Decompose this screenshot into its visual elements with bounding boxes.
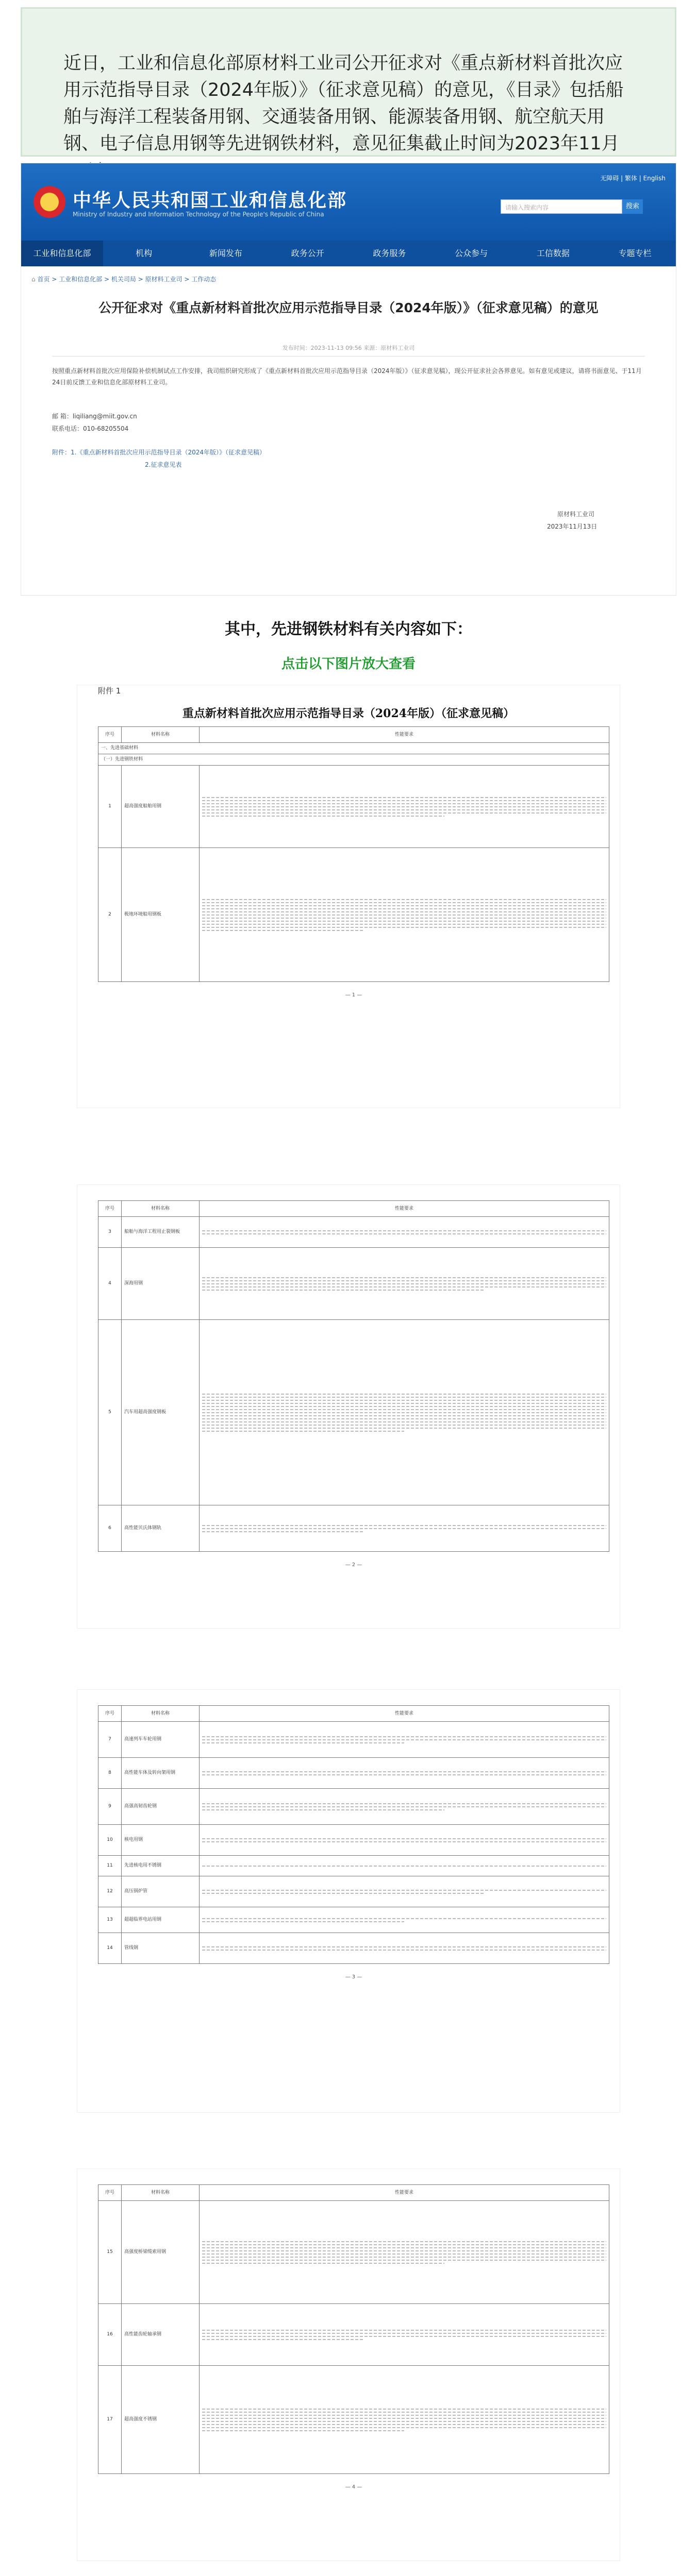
- page-number: — 4 —: [345, 2484, 362, 2490]
- article-sign: 原材料工业司: [557, 511, 595, 518]
- table-row: 17 超高强度不锈钢: [98, 2366, 609, 2474]
- table-row: 1 超高强度船舶用钢: [98, 766, 609, 848]
- divider: [52, 356, 645, 357]
- table-row: 15 高强度桥梁缆索用钢: [98, 2201, 609, 2304]
- table-row: 9 高强高韧齿轮钢: [98, 1789, 609, 1825]
- crumb-1[interactable]: 首页: [37, 276, 50, 283]
- table-row: 4 深海用钢: [98, 1248, 609, 1320]
- main-nav: [21, 241, 676, 266]
- spec-table-3: 序号 材料名称 性能要求 7 高速列车车轮用钢 8 高性能车体及转向架用钢 9 高强高韧齿轮钢 10 核电用钢 11 先进核电用不锈钢 12 高压锅炉管 13 超超临界电站用钢 14 管线钢: [98, 1705, 609, 1964]
- article-email: 邮 箱：liqiliang@miit.gov.cn: [52, 413, 137, 420]
- attachment-label: 附件 1: [98, 686, 121, 696]
- page-number: — 3 —: [345, 1974, 362, 1980]
- miit-page-screenshot: [21, 163, 676, 596]
- nav-item-service[interactable]: 政务服务: [373, 248, 406, 258]
- intro-text: 近日，工业和信息化部原材料工业司公开征求对《重点新材料首批次应用示范指导目录（2024年版）》（征求意见稿）的意见，《目录》包括船舶与海洋工程装备用钢、交通装备用钢、能源装备用钢、航空航天用钢、电子信息用钢等先进钢铁材料，意见征集截止时间为2023年11月: [63, 53, 624, 154]
- home-icon: ⌂: [31, 276, 38, 283]
- top-links[interactable]: 无障碍 | 繁体 | English: [600, 175, 666, 182]
- site-title: 中华人民共和国工业和信息化部: [73, 190, 347, 211]
- nav-item-public[interactable]: 公众参与: [455, 248, 488, 258]
- table-row: 14 管线钢: [98, 1933, 609, 1964]
- search-input[interactable]: 请输入搜索内容: [501, 199, 622, 214]
- article-body: 按照重点新材料首批次应用保险补偿机制试点工作安排，我司组织研究形成了《重点新材料首批次应用示范指导目录（2024年版）》（征求意见稿），现公开征求社会各界意见。如有意见或建议，请将书面意见、于11月24日前反馈工业和信息化部原材料工业司。: [52, 367, 642, 386]
- breadcrumb: ⌂ 首页 > 工业和信息化部 > 机关司局 > 原材料工业司 > 工作动态: [31, 276, 217, 283]
- table-row: 3 船舶与海洋工程用止裂钢板: [98, 1217, 609, 1248]
- article-meta: 发布时间：2023-11-13 09:56 来源：原材料工业司: [282, 345, 415, 351]
- nav-item-topics[interactable]: 专题专栏: [618, 248, 652, 258]
- table-row: 11 先进核电用不锈钢: [98, 1856, 609, 1876]
- doc-page-3: [77, 1690, 620, 2112]
- col-name: 材料名称: [122, 727, 200, 743]
- table-row: 12 高压锅炉管: [98, 1876, 609, 1907]
- table-row: 7 高速列车车轮用钢: [98, 1722, 609, 1758]
- nav-item-home[interactable]: 工业和信息化部: [21, 241, 103, 266]
- table-row: 13 超超临界电站用钢: [98, 1907, 609, 1933]
- doc-page-1: [77, 685, 620, 1108]
- crumb-2[interactable]: 工业和信息化部: [59, 276, 103, 283]
- subsection-row: （一）先进钢铁材料: [98, 754, 609, 766]
- doc-page-2: [77, 1185, 620, 1628]
- col-spec: 性能要求: [200, 727, 609, 743]
- nav-item-org[interactable]: 机构: [136, 248, 153, 258]
- article-phone: 联系电话：010-68205504: [52, 425, 129, 432]
- site-banner: [21, 163, 676, 241]
- nav-item-data[interactable]: 工信数据: [536, 248, 570, 258]
- spec-table-4: 序号 材料名称 性能要求 15 高强度桥梁缆索用钢 16 高性能齿轮轴承钢 17 超高强度不锈钢: [98, 2184, 609, 2474]
- crumb-4[interactable]: 原材料工业司: [145, 276, 182, 283]
- table-row: 16 高性能齿轮轴承钢: [98, 2304, 609, 2366]
- search-button[interactable]: 搜索: [622, 199, 643, 214]
- national-emblem-icon: [34, 186, 65, 218]
- nav-item-news[interactable]: 新闻发布: [209, 248, 242, 258]
- spec-table-1: [98, 726, 609, 982]
- attachment-link-2[interactable]: 2.征求意见表: [145, 461, 182, 468]
- page-number: — 1 —: [345, 992, 362, 998]
- doc-page-4: [77, 2169, 620, 2561]
- table-row: 5 汽车用超高强度钢板: [98, 1320, 609, 1505]
- crumb-3[interactable]: 机关司局: [111, 276, 136, 283]
- site-subtitle: Ministry of Industry and Information Technology of the People's Republic of China: [73, 211, 324, 218]
- spec-table-2: 序号 材料名称 性能要求 3 船舶与海洋工程用止裂钢板 4 深海用钢 5 汽车用超高强度钢板 6 高性能贝氏体钢轨: [98, 1200, 609, 1552]
- nav-item-open[interactable]: 政务公开: [291, 248, 324, 258]
- section-heading: 其中，先进钢铁材料有关内容如下：: [225, 620, 472, 638]
- table-row: 8 高性能车体及转向架用钢: [98, 1758, 609, 1789]
- col-no: 序号: [98, 727, 122, 743]
- section-row: 一、先进基础材料: [98, 743, 609, 754]
- intro-box: [21, 7, 676, 157]
- article-title: 公开征求对《重点新材料首批次应用示范指导目录（2024年版）》（征求意见稿）的意见: [98, 300, 599, 315]
- table-row: 10 核电用钢: [98, 1825, 609, 1856]
- table-row: 6 高性能贝氏体钢轨: [98, 1505, 609, 1552]
- table-row: 2 极地环境船用钢板: [98, 848, 609, 982]
- click-hint: 点击以下图片放大查看: [281, 656, 416, 672]
- page-number: — 2 —: [345, 1562, 362, 1568]
- article-date: 2023年11月13日: [547, 523, 598, 530]
- attachment-link-1[interactable]: 附件：1.《重点新材料首批次应用示范指导目录（2024年版）》（征求意见稿）: [52, 449, 265, 456]
- crumb-5[interactable]: 工作动态: [191, 276, 217, 283]
- doc-title: 重点新材料首批次应用示范指导目录（2024年版）（征求意见稿）: [182, 707, 515, 720]
